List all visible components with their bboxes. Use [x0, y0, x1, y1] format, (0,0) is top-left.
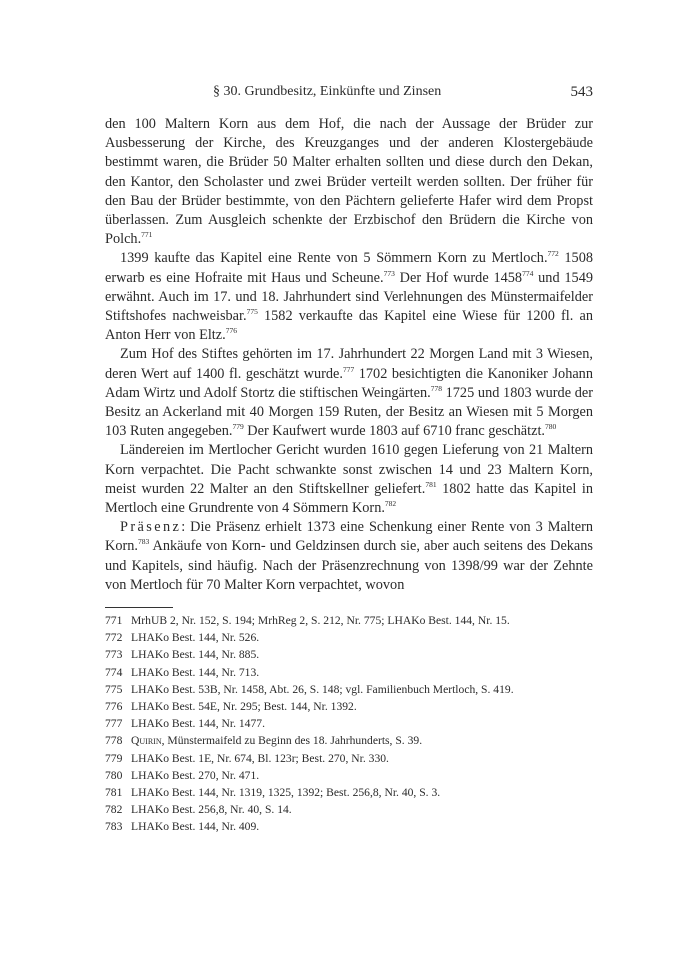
footnote-text: LHAKo Best. 53B, Nr. 1458, Abt. 26, S. 148; vgl. Familienbuch Mertloch, S. 419. — [131, 682, 514, 696]
footnote-number: 782 — [105, 803, 123, 817]
footnote-text: LHAKo Best. 144, Nr. 885. — [131, 648, 260, 662]
footnote-item — [105, 801, 593, 818]
footnote-item — [105, 664, 593, 681]
footnote-text: LHAKo Best. 270, Nr. 471. — [131, 768, 260, 782]
paragraph-3: Zum Hof des Stiftes gehörten im 17. Jahrhundert 22 Morgen Land mit 3 Wiesen, deren Wert auf 1400 fl. geschätzt wurde.$^{777}$ 1702 besichtigten die Kanoniker Johann Adam Wirtz und Adolf Stortz die stiftischen Weingärten.$^{778}$ 1725 und 1803 wurde der Besitz an Ackerland mit 40 Morgen 159 Ruten, der Besitz an Wiesen mit 5 Morgen 103 Ruten angegeben.$^{779}$ Der Kaufwert wurde 1803 auf 6710 franc geschätzt.$^{780}$ — [105, 346, 593, 440]
footnote-item — [105, 767, 593, 784]
paragraph-4: Ländereien im Mertlocher Gericht wurden 1610 gegen Lieferung von 21 Maltern Korn verpachtet. Die Pacht schwankte sonst zwischen 14 und 23 Maltern Korn, meist wurden 22 Malter an den Stiftskellner geliefert.$^{781}$ 1802 hatte das Kapitel in Mertloch eine Grundrente von 4 Sömmern Korn.$^{782}$ — [105, 442, 593, 517]
footnote-ref[interactable]: 777 — [342, 364, 355, 374]
footnote-text: LHAKo Best. 144, Nr. 526. — [131, 631, 260, 645]
footnote-ref[interactable]: 783 — [137, 537, 150, 547]
footnote-number: 773 — [105, 648, 123, 662]
footnote-ref[interactable]: 771 — [141, 230, 153, 240]
footnote-ref[interactable]: 774 — [522, 268, 534, 278]
footnote-number: 775 — [105, 682, 123, 696]
footnote-ref[interactable]: 782 — [384, 499, 397, 509]
footnote-number: 772 — [105, 631, 123, 645]
paragraph-1: den 100 Maltern Korn aus dem Hof, die nach der Aussage der Brüder zur Ausbesserung der Kirche, des Kreuzganges und der anderen Klostergebäude bestimmt waren, die Brüder 50 Malter erhalten sollten und diese durch den Dekan, den Kantor, den Scholaster und zwei Brüder verteilt werden sollten. Der früher für den Bau der Brüder bestimmte, von den Pächtern gelieferte Hafer wird dem Propst überlassen. Zum Ausgleich schenkte der Erzbischof den Brüdern die Kirche von Polch.$^{771}$ — [105, 116, 593, 248]
footnote-number: 781 — [105, 786, 123, 800]
footnote-text: LHAKo Best. 1E, Nr. 674, Bl. 123r; Best. 270, Nr. 330. — [131, 751, 389, 765]
footnote-number: 777 — [105, 717, 123, 731]
footnotes-list — [105, 612, 593, 836]
footnote-number: 771 — [105, 614, 123, 627]
section-title: § 30. Grundbesitz, Einkünfte und Zinsen — [213, 84, 442, 99]
footnote-divider — [105, 607, 173, 608]
footnote-item — [105, 750, 593, 767]
footnote-item — [105, 681, 593, 698]
footnote-ref[interactable]: 776 — [225, 326, 237, 336]
footnote-text: LHAKo Best. 256,8, Nr. 40, S. 14. — [131, 803, 292, 817]
footnote-text: LHAKo Best. 54E, Nr. 295; Best. 144, Nr. 1392. — [131, 700, 357, 714]
footnote-text: MrhUB 2, Nr. 152, S. 194; MrhReg 2, S. 212, Nr. 775; LHAKo Best. 144, Nr. 15. — [131, 614, 510, 627]
footnote-ref[interactable]: 781 — [425, 479, 437, 489]
paragraph-2: 1399 kaufte das Kapitel eine Rente von 5 Sömmern Korn zu Mertloch.$^{772}$ 1508 erwarb es eine Hofraite mit Haus und Scheune.$^{773}$ Der Hof wurde 1458$^{774}$ und 1549 erwähnt. Auch im 17. und 18. Jahrhundert sind Verlehnungen des Münstermaifelder Stiftshofes nachweisbar.$^{775}$ 1582 verkaufte das Kapitel eine Wiese für 1200 fl. an Anton Herr von Eltz.$^{776}$ — [105, 249, 593, 344]
footnote-item — [105, 646, 593, 663]
footnote-number: 780 — [105, 768, 123, 782]
footnote-number: 783 — [105, 820, 123, 834]
footnote-item — [105, 784, 593, 801]
footnote-author: Quirin — [131, 734, 162, 748]
footnote-number: 779 — [105, 751, 123, 765]
footnote-number: 776 — [105, 700, 123, 714]
footnote-item — [105, 818, 593, 835]
footnote-text: LHAKo Best. 144, Nr. 409. — [131, 820, 260, 834]
footnote-text: LHAKo Best. 144, Nr. 1319, 1325, 1392; Best. 256,8, Nr. 40, S. 3. — [131, 786, 441, 800]
footnote-item — [105, 698, 593, 715]
letterspaced-term: Präsenz — [120, 519, 182, 536]
footnote-text: LHAKo Best. 144, Nr. 713. — [131, 665, 260, 679]
footnote-ref[interactable]: 775 — [246, 307, 258, 317]
paragraph-5: Präsenz: Die Präsenz erhielt 1373 eine Schenkung einer Rente von 3 Maltern Korn.$^{783}$ Ankäufe von Korn- und Geldzinsen durch sie, aber auch seitens des Dekans und Kapitels, sind häufig. Nach der Präsenzrechnung von 1398/99 war der Zehnte von Mertloch für 70 Malter Korn verpachtet, wovon — [105, 519, 593, 593]
running-head — [105, 84, 593, 104]
footnote-ref[interactable]: 772 — [547, 249, 559, 259]
footnote-item — [105, 715, 593, 732]
footnote-item — [105, 612, 593, 629]
footnote-ref[interactable]: 780 — [545, 422, 557, 432]
footnote-number: 774 — [105, 665, 123, 679]
footnote-item — [105, 629, 593, 646]
footnote-item — [105, 732, 593, 749]
footnote-text: Quirin, Münstermaifeld zu Beginn des 18. Jahrhunderts, S. 39. — [131, 734, 423, 748]
footnote-ref[interactable]: 779 — [232, 422, 244, 432]
footnote-number: 778 — [105, 734, 123, 748]
footnote-ref[interactable]: 773 — [383, 268, 395, 278]
main-text — [105, 115, 593, 595]
footnote-text: LHAKo Best. 144, Nr. 1477. — [131, 717, 265, 731]
footnote-ref[interactable]: 778 — [430, 383, 442, 393]
page-number: 543 — [570, 84, 593, 100]
